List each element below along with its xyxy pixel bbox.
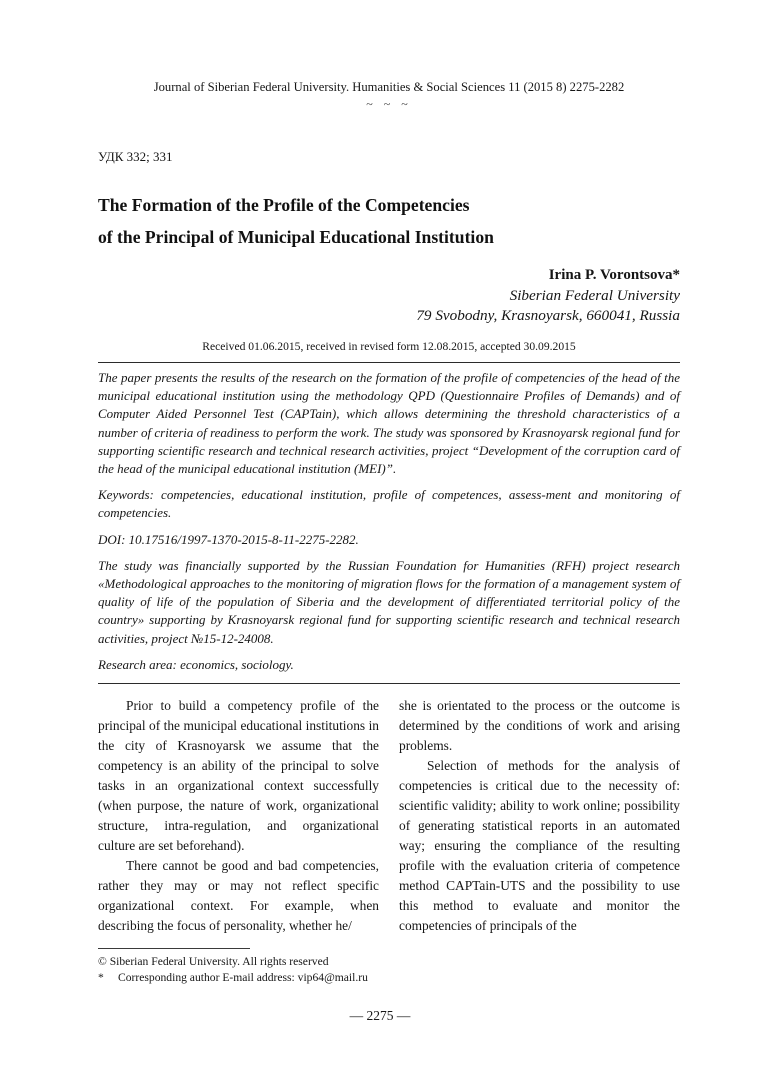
doi-text: DOI: 10.17516/1997-1370-2015-8-11-2275-2282. (98, 531, 359, 547)
abstract-top-rule (98, 362, 680, 363)
copyright-line: © Siberian Federal University. All rights reserved (98, 955, 329, 968)
article-title (98, 189, 680, 253)
author-name: Irina P. Vorontsova* (548, 267, 680, 283)
footnote-rule (98, 948, 250, 949)
udk-code: УДК 332; 331 (98, 149, 173, 164)
ornament-tildes: ~ ~ ~ (366, 97, 412, 111)
corresponding-author-line (98, 970, 680, 985)
body-columns (98, 696, 680, 936)
research-area-text: Research area: economics, sociology. (98, 656, 294, 672)
footnote-asterisk-marker: * (98, 971, 104, 984)
body-column-left (98, 696, 379, 936)
abstract-text: The paper presents the results of the research on the formation of the profile of competencies of the head of the municipal educational institution using the methodology QPD (Questionnaire Profiles of Demands) and of Computer Aided Personnel Test (CAPTain), which allows determining the threshold characteristics of a number of criteria of readiness to perform the work. The study was sponsored by Krasnoyarsk regional fund for supporting scientific research and technical research activities, project “Development of the corruption card of the head of the municipal educational institution (MEI)”. (98, 370, 680, 477)
author-address: 79 Svobodny, Krasnoyarsk, 660041, Russia (416, 307, 680, 324)
abstract-bottom-rule (98, 683, 680, 684)
body-paragraph: Selection of methods for the analysis of competencies is critical due to the necessity of: scientific validity; ability to work online; possibility of generating statistical reports in an automated way; ensuring the compliance of the resulting profile with the evaluation criteria of competence method CAPTain-UTS and the possibility to use this method to evaluate and monitor the competencies of principals of the (399, 758, 680, 934)
funding-text: The study was financially supported by the Russian Foundation for Humanities (RFH) project research «Methodological approaches to the monitoring of migration flows for the formation of a management system of quality of life of the population of Siberia and the development of differentiated territorial policy of the country» supporting by Krasnoyarsk regional fund for supporting scientific research and technical research activities, project №15-12-24008. (98, 557, 680, 646)
page-number: — 2275 — (349, 1008, 411, 1023)
keywords-text: Keywords: competencies, educational institution, profile of competences, assess-ment and monitoring of competencies. (98, 487, 680, 521)
body-paragraph: There cannot be good and bad competencies, rather they may or may not reflect specific organizational context. For example, when describing the focus of personality, whether he/ (98, 858, 379, 934)
corresponding-author-text: Corresponding author E-mail address: vip64@mail.ru (118, 971, 368, 984)
journal-title-line: Journal of Siberian Federal University. Humanities & Social Sciences 11 (2015 8) 2275-2282 (153, 80, 625, 94)
article-title-line-2: of the Principal of Municipal Educational Institution (98, 227, 494, 247)
body-column-right (399, 696, 680, 936)
article-title-line-1: The Formation of the Profile of the Competencies (98, 195, 470, 215)
received-dates-line: Received 01.06.2015, received in revised form 12.08.2015, accepted 30.09.2015 (202, 340, 576, 353)
body-paragraph: Prior to build a competency profile of the principal of the municipal educational institutions in the city of Krasnoyarsk we assume that the competency is an ability of the principal to solve tasks in an organizational context successfully (when purpose, the nature of work, organizational structure, intra-regulation, and organizational culture are set beforehand). (98, 698, 379, 854)
footnotes-block (98, 948, 680, 985)
body-paragraph: she is orientated to the process or the outcome is determined by the conditions of work and arising problems. (399, 698, 680, 754)
author-affiliation: Siberian Federal University (509, 287, 680, 304)
author-block (98, 265, 680, 326)
page-content (98, 0, 680, 936)
